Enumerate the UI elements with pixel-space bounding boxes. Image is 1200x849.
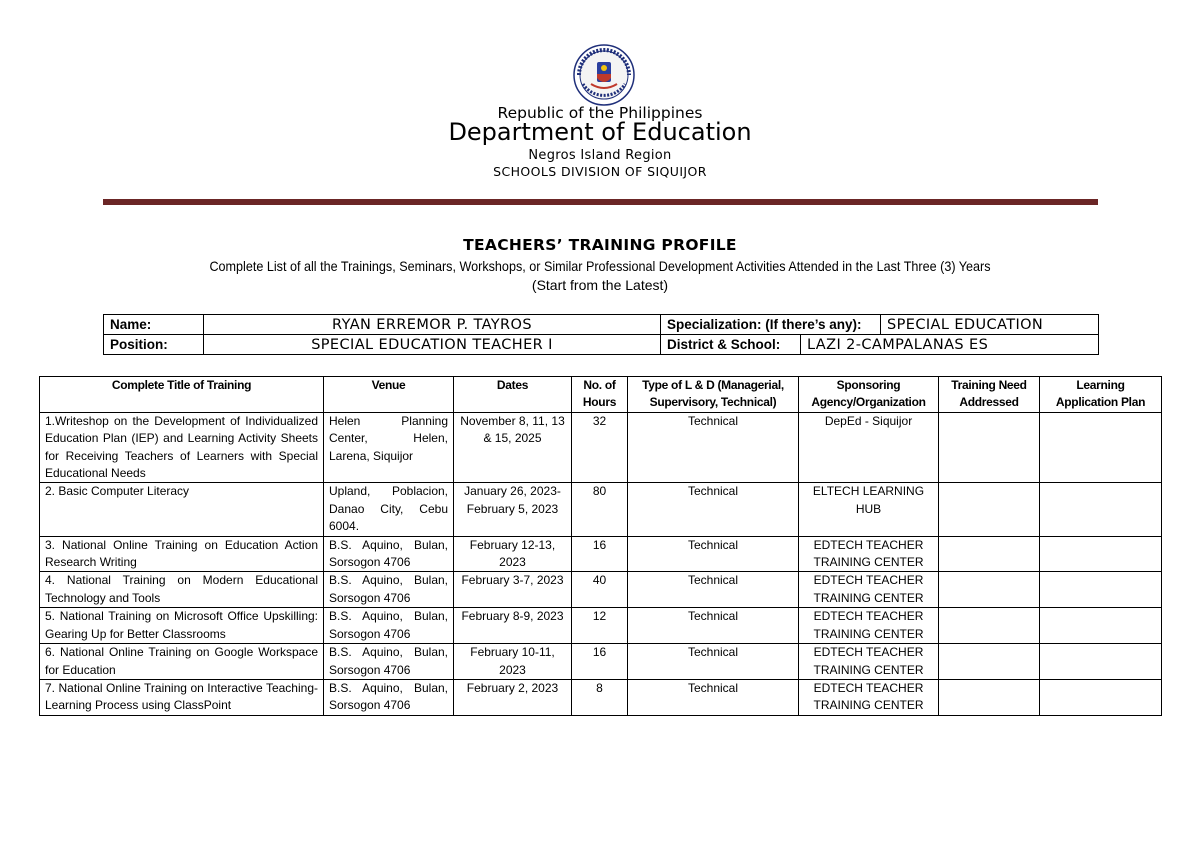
- training-title-cell: 6. National Online Training on Google Workspace for Education: [40, 644, 324, 680]
- name-label: Name:: [104, 315, 204, 335]
- application-plan-cell: [1040, 572, 1162, 608]
- training-need-cell: [939, 608, 1040, 644]
- sponsor-cell: ELTECH LEARNING HUB: [799, 483, 939, 536]
- position-value: SPECIAL EDUCATION TEACHER I: [204, 335, 661, 355]
- type-cell: Technical: [628, 412, 799, 483]
- district-label: District & School:: [661, 335, 801, 355]
- dates-cell: February 8-9, 2023: [454, 608, 572, 644]
- application-plan-cell: [1040, 679, 1162, 715]
- table-row: [40, 644, 1162, 680]
- hours-cell: 12: [572, 608, 628, 644]
- specialization-label: Specialization: (If there’s any):: [661, 315, 881, 335]
- hours-cell: 32: [572, 412, 628, 483]
- table-row: [40, 483, 1162, 536]
- table-row: [40, 608, 1162, 644]
- header-hours: No. of Hours: [572, 377, 628, 413]
- training-title-cell: 2. Basic Computer Literacy: [40, 483, 324, 536]
- application-plan-cell: [1040, 536, 1162, 572]
- table-row: [40, 679, 1162, 715]
- training-need-cell: [939, 572, 1040, 608]
- name-value: RYAN ERREMOR P. TAYROS: [204, 315, 661, 335]
- info-row-position: [104, 335, 1099, 355]
- specialization-value: SPECIAL EDUCATION: [881, 315, 1099, 335]
- venue-cell: B.S. Aquino, Bulan, Sorsogon 4706: [324, 536, 454, 572]
- table-row: [40, 412, 1162, 483]
- type-cell: Technical: [628, 679, 799, 715]
- dates-cell: February 10-11, 2023: [454, 644, 572, 680]
- training-need-cell: [939, 483, 1040, 536]
- hours-cell: 16: [572, 644, 628, 680]
- sponsor-cell: EDTECH TEACHER TRAINING CENTER: [799, 536, 939, 572]
- dates-cell: February 3-7, 2023: [454, 572, 572, 608]
- teacher-info-table: [103, 314, 1099, 355]
- venue-cell: Upland, Poblacion, Danao City, Cebu 6004.: [324, 483, 454, 536]
- header-need: Training Need Addressed: [939, 377, 1040, 413]
- type-cell: Technical: [628, 572, 799, 608]
- sponsor-cell: EDTECH TEACHER TRAINING CENTER: [799, 608, 939, 644]
- training-need-cell: [939, 412, 1040, 483]
- sponsor-cell: EDTECH TEACHER TRAINING CENTER: [799, 644, 939, 680]
- dates-cell: January 26, 2023-February 5, 2023: [454, 483, 572, 536]
- sponsor-cell: EDTECH TEACHER TRAINING CENTER: [799, 679, 939, 715]
- type-cell: Technical: [628, 644, 799, 680]
- form-subtitle: Complete List of all the Trainings, Seminars, Workshops, or Similar Professional Development Activities Attended in the Last Three (3) Years: [209, 258, 991, 274]
- header-sponsor: Sponsoring Agency/Organization: [799, 377, 939, 413]
- application-plan-cell: [1040, 483, 1162, 536]
- table-row: [40, 536, 1162, 572]
- training-title-cell: 3. National Online Training on Education Action Research Writing: [40, 536, 324, 572]
- deped-seal-logo: [573, 44, 635, 106]
- application-plan-cell: [1040, 608, 1162, 644]
- hours-cell: 8: [572, 679, 628, 715]
- training-title-cell: 5. National Training on Microsoft Office Upskilling: Gearing Up for Better Classrooms: [40, 608, 324, 644]
- hours-cell: 40: [572, 572, 628, 608]
- position-label: Position:: [104, 335, 204, 355]
- header-venue: Venue: [324, 377, 454, 413]
- venue-cell: B.S. Aquino, Bulan, Sorsogon 4706: [324, 644, 454, 680]
- region-text: Negros Island Region: [528, 148, 672, 163]
- hours-cell: 80: [572, 483, 628, 536]
- training-need-cell: [939, 644, 1040, 680]
- sponsor-cell: EDTECH TEACHER TRAINING CENTER: [799, 572, 939, 608]
- division-text: SCHOOLS DIVISION OF SIQUIJOR: [493, 164, 707, 179]
- form-title: TEACHERS’ TRAINING PROFILE: [463, 236, 737, 254]
- hours-cell: 16: [572, 536, 628, 572]
- training-title-cell: 7. National Online Training on Interactive Teaching-Learning Process using ClassPoint: [40, 679, 324, 715]
- republic-text: Republic of the Philippines: [497, 104, 703, 122]
- venue-cell: B.S. Aquino, Bulan, Sorsogon 4706: [324, 572, 454, 608]
- table-header-row: [40, 377, 1162, 413]
- header-dates: Dates: [454, 377, 572, 413]
- trainings-table: [39, 376, 1162, 716]
- header-divider: [103, 199, 1098, 205]
- sponsor-cell: DepEd - Siquijor: [799, 412, 939, 483]
- training-need-cell: [939, 536, 1040, 572]
- dates-cell: February 2, 2023: [454, 679, 572, 715]
- header-plan: Learning Application Plan: [1040, 377, 1162, 413]
- table-row: [40, 572, 1162, 608]
- department-text: Department of Education: [448, 118, 752, 146]
- trainings-table-body: [40, 412, 1162, 715]
- header-type: Type of L & D (Managerial, Supervisory, Technical): [628, 377, 799, 413]
- type-cell: Technical: [628, 536, 799, 572]
- dates-cell: November 8, 11, 13 & 15, 2025: [454, 412, 572, 483]
- application-plan-cell: [1040, 412, 1162, 483]
- venue-cell: B.S. Aquino, Bulan, Sorsogon 4706: [324, 608, 454, 644]
- training-need-cell: [939, 679, 1040, 715]
- district-value: LAZI 2-CAMPALANAS ES: [801, 335, 1099, 355]
- type-cell: Technical: [628, 608, 799, 644]
- training-title-cell: 1.Writeshop on the Development of Individualized Education Plan (IEP) and Learning Activity Sheets for Receiving Teachers of Learners with Special Educational Needs: [40, 412, 324, 483]
- venue-cell: B.S. Aquino, Bulan, Sorsogon 4706: [324, 679, 454, 715]
- dates-cell: February 12-13, 2023: [454, 536, 572, 572]
- application-plan-cell: [1040, 644, 1162, 680]
- header-title: Complete Title of Training: [40, 377, 324, 413]
- venue-cell: Helen Planning Center, Helen, Larena, Siquijor: [324, 412, 454, 483]
- form-subtitle-note: (Start from the Latest): [531, 277, 669, 293]
- info-row-name: [104, 315, 1099, 335]
- type-cell: Technical: [628, 483, 799, 536]
- training-title-cell: 4. National Training on Modern Educational Technology and Tools: [40, 572, 324, 608]
